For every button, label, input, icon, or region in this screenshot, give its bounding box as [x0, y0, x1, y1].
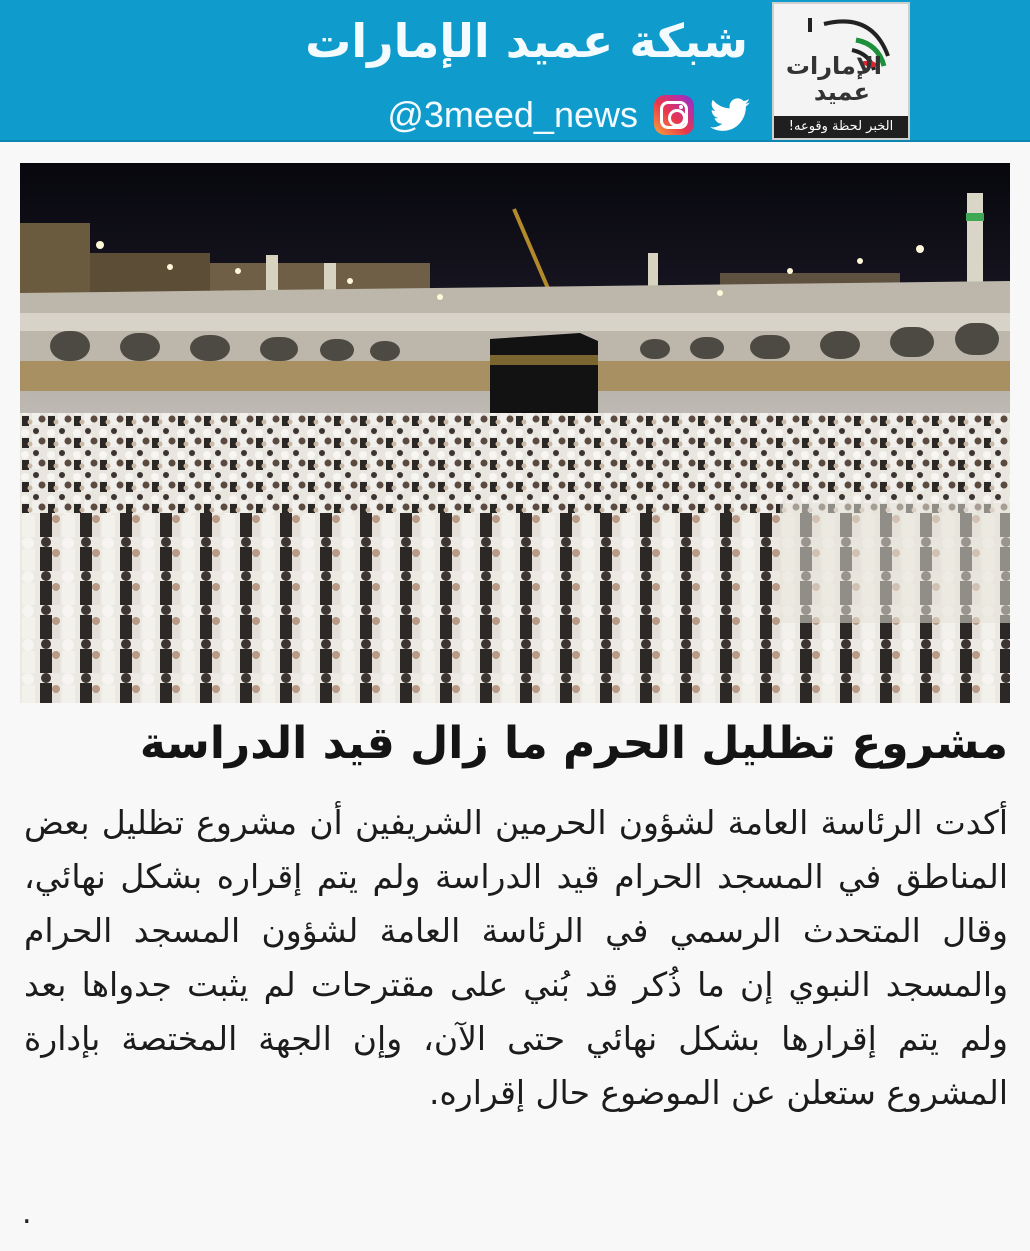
logo-word-emirates: الإمارات	[785, 52, 882, 80]
twitter-icon[interactable]	[710, 98, 750, 132]
logo-tagline: الخبر لحظة وقوعه!	[774, 116, 908, 138]
social-row	[387, 92, 750, 138]
instagram-icon[interactable]	[654, 95, 694, 135]
kaaba-crowd-image	[20, 163, 1010, 703]
network-title: شبكة عميد الإمارات	[305, 14, 748, 68]
trailing-dot: .	[22, 1196, 32, 1231]
article-headline: مشروع تظليل الحرم ما زال قيد الدراسة	[139, 718, 1008, 769]
brand-logo[interactable]	[772, 2, 910, 140]
social-handle[interactable]: @3meed_news	[387, 94, 638, 135]
header-bar	[0, 0, 1030, 142]
article-body: أكدت الرئاسة العامة لشؤون الحرمين الشريفين أن مشروع تظليل بعض المناطق في المسجد الحرام قيد الدراسة ولم يتم إقراره بشكل نهائي، وقال المتحدث الرسمي في الرئاسة العامة لشؤون المسجد الحرام والمسجد النبوي إن ما ذُكر قد بُني على مقترحات لم يثبت جدواها بعد ولم يتم إقرارها بشكل نهائي حتى الآن، وإن الجهة المختصة بإدارة المشروع ستعلن عن الموضوع حال إقراره.	[24, 803, 1008, 1112]
logo-word-ameed: عميد	[813, 78, 870, 106]
article-photo	[20, 163, 1010, 703]
